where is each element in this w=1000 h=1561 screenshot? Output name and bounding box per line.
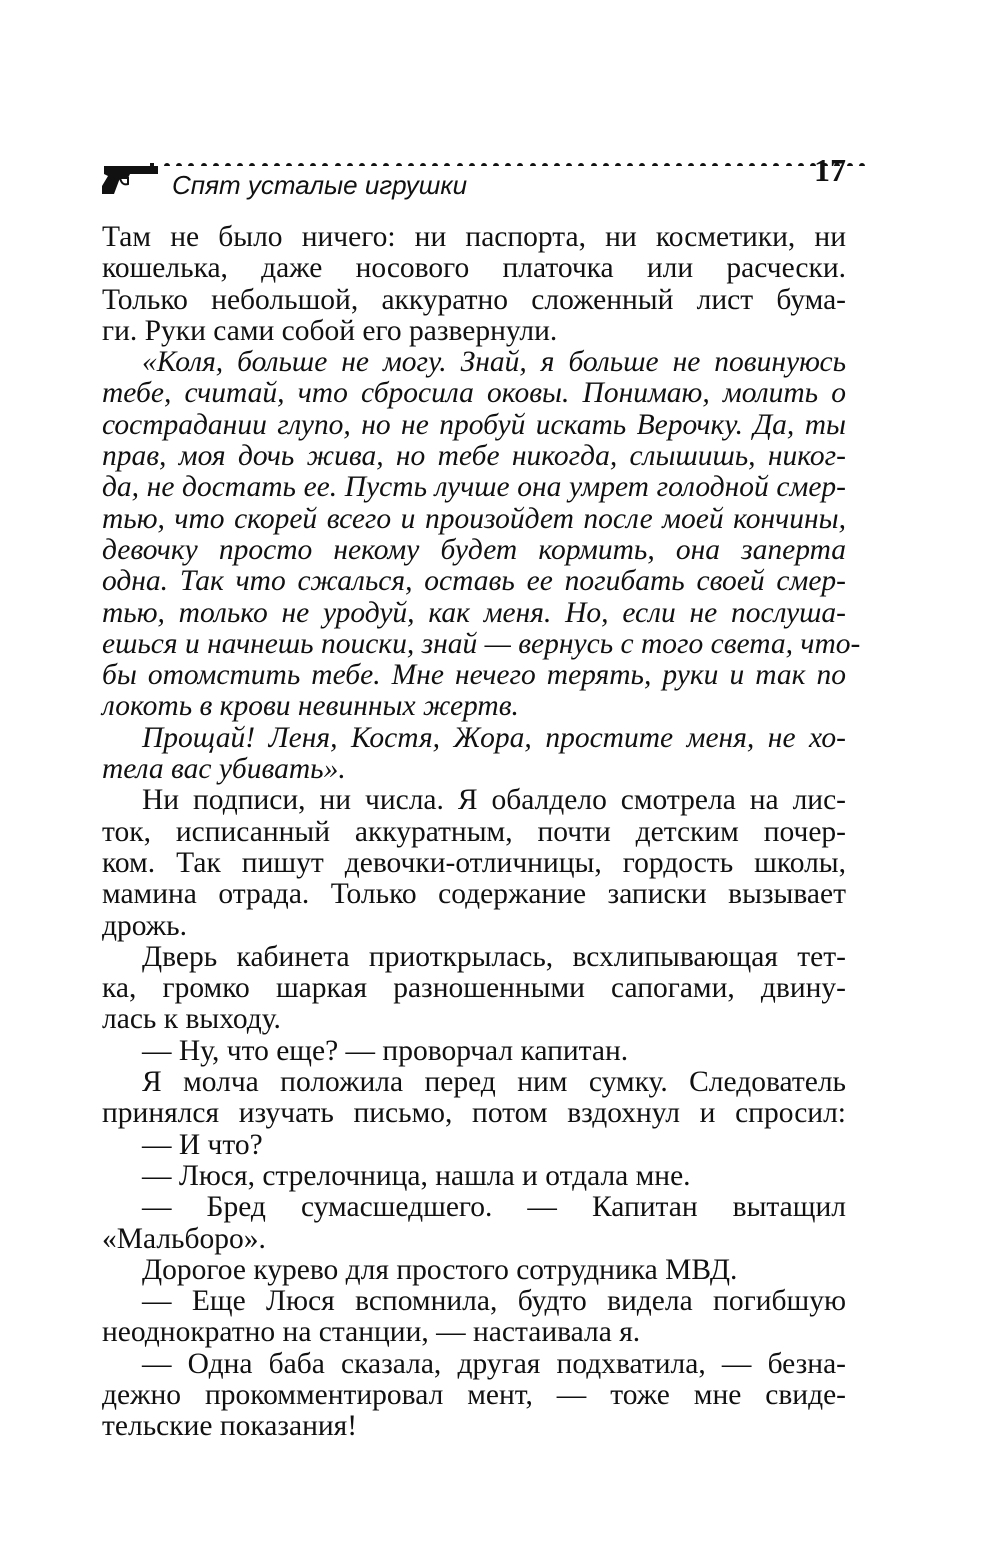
text-line: девочку просто некому будет кормить, она заперта xyxy=(102,533,846,566)
text-line: Дверь кабинета приоткрылась, всхлипывающая тет- xyxy=(142,940,846,973)
text-line: дежно прокомментировал мент, — тоже мне свиде- xyxy=(102,1378,846,1411)
text-line: «Коля, больше не могу. Знай, я больше не повинуюсь xyxy=(142,346,846,379)
text-line: ком. Так пишут девочки-отличницы, гордость школы, xyxy=(102,846,846,879)
text-line: — Ну, что еще? — проворчал капитан. xyxy=(142,1034,629,1067)
text-line: одна. Так что сжалься, оставь ее погибать своей смер- xyxy=(102,565,846,598)
text-line: — Бред сумасшедшего. — Капитан вытащил xyxy=(142,1191,846,1224)
text-line: — И что? xyxy=(142,1128,263,1161)
text-line: лась к выходу. xyxy=(102,1003,281,1036)
dotted-rule xyxy=(164,156,884,166)
pistol-icon xyxy=(100,160,162,196)
text-line: тела вас убивать». xyxy=(102,753,346,786)
text-line: тельские показания! xyxy=(102,1410,358,1443)
text-line: дрожь. xyxy=(102,909,187,942)
running-header xyxy=(100,150,852,200)
text-line: да, не достать ее. Пусть лучше она умрет голодной смер- xyxy=(102,471,846,504)
text-line: Прощай! Леня, Костя, Жора, простите меня, не хо- xyxy=(142,721,846,754)
text-line: тью, что скорей всего и произойдет после моей кончины, xyxy=(102,502,846,535)
body-text xyxy=(102,221,861,1443)
text-line: — Одна баба сказала, другая подхватила, — безна- xyxy=(142,1347,846,1380)
page-number: 17 xyxy=(814,152,846,188)
text-line: тью, только не уродуй, как меня. Но, если не послуша- xyxy=(102,596,846,629)
text-line: неоднократно на станции, — настаивала я. xyxy=(102,1316,641,1349)
text-line: — Люся, стрелочница, нашла и отдала мне. xyxy=(142,1159,691,1192)
text-line: Я молча положила перед ним сумку. Следователь xyxy=(142,1066,846,1099)
text-line: Там не было ничего: ни паспорта, ни косметики, ни xyxy=(102,221,846,253)
text-line: мамина отрада. Только содержание записки вызывает xyxy=(102,878,846,911)
text-line: «Мальборо». xyxy=(102,1222,266,1255)
text-line: — Еще Люся вспомнила, будто видела погибшую xyxy=(142,1285,846,1318)
text-line: ги. Руки сами собой его развернули. xyxy=(102,314,558,347)
text-line: принялся изучать письмо, потом вздохнул и спросил: xyxy=(102,1097,846,1130)
text-line: локоть в крови невинных жертв. xyxy=(102,690,519,723)
text-line: кошелька, даже носового платочка или расчески. xyxy=(102,252,846,285)
text-line: Только небольшой, аккуратно сложенный лист бума- xyxy=(102,283,846,316)
running-title: Спят усталые игрушки xyxy=(172,170,468,200)
text-line: ешься и начнешь поиски, знай — вернусь с того света, что- xyxy=(102,627,861,660)
text-line: Дорогое курево для простого сотрудника МВД. xyxy=(142,1253,738,1286)
text-line: ток, исписанный аккуратным, почти детским почер- xyxy=(102,815,846,848)
text-line: сострадании глупо, но не пробуй искать Верочку. Да, ты xyxy=(102,408,846,441)
text-line: Ни подписи, ни числа. Я обалдело смотрела на лис- xyxy=(142,784,846,817)
text-line: бы отомстить тебе. Мне нечего терять, руки и так по xyxy=(102,659,846,692)
text-line: прав, моя дочь жива, но тебе никогда, слышишь, никог- xyxy=(102,440,846,473)
text-line: тебе, считай, что сбросила оковы. Понимаю, молить о xyxy=(102,377,846,410)
text-line: ка, громко шаркая разношенными сапогами, двину- xyxy=(102,972,846,1005)
